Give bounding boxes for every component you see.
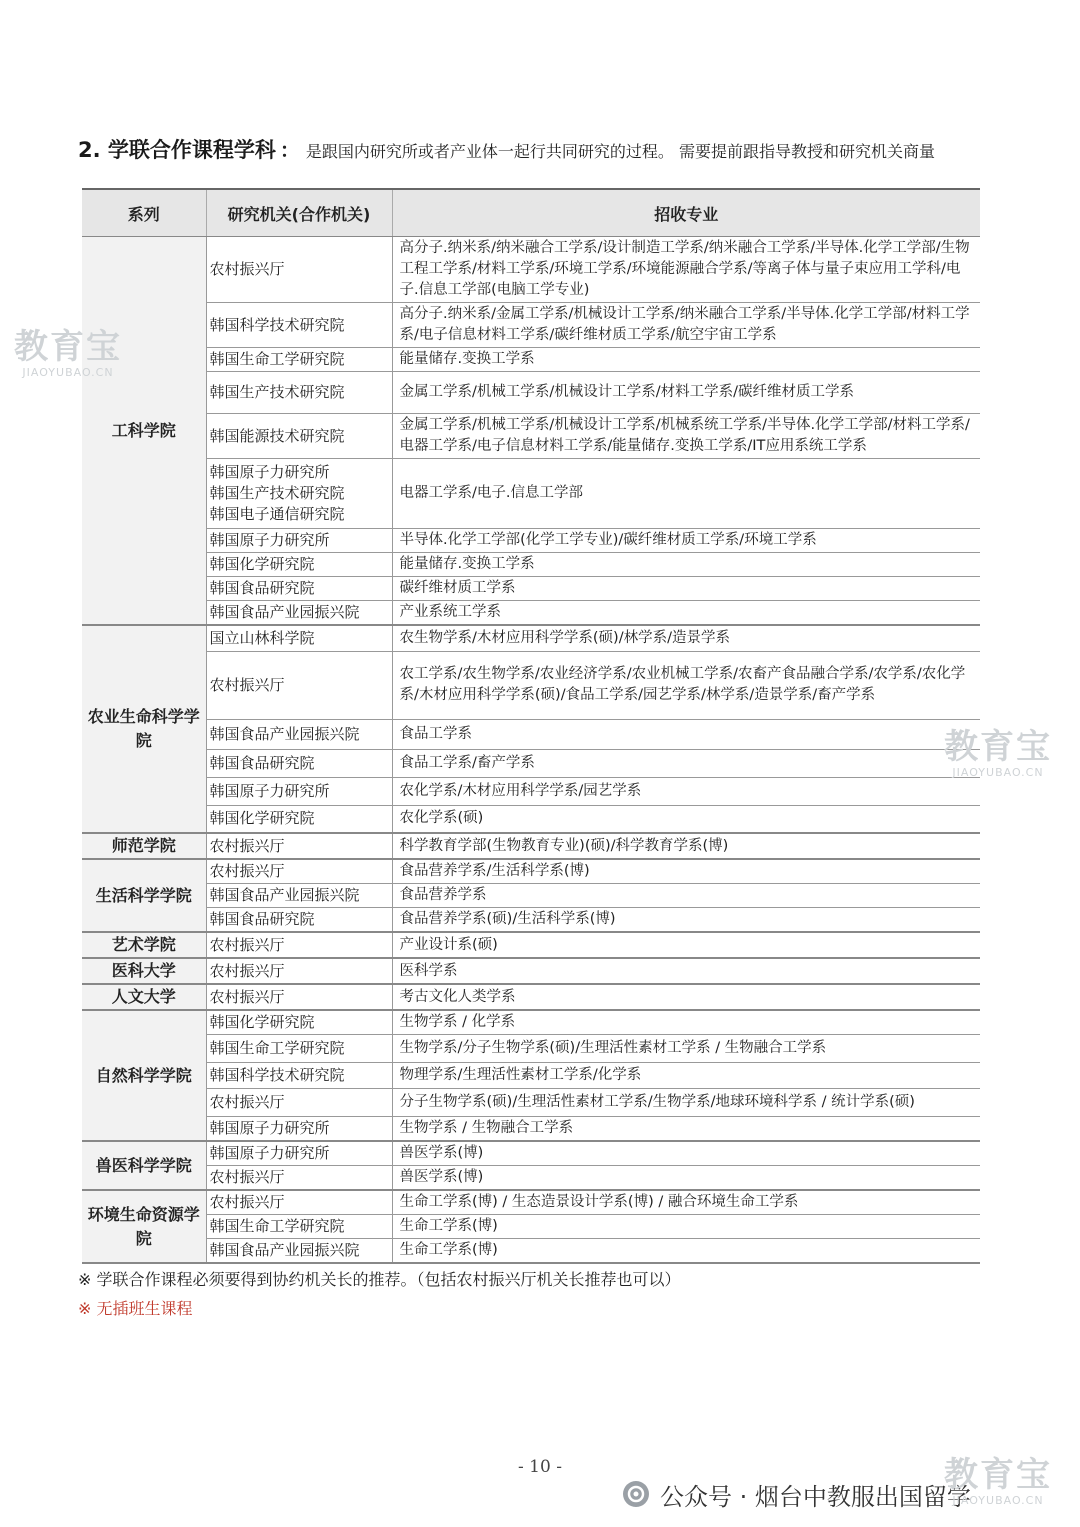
- major-cell: 半导体.化学工学部(化学工学专业)/碳纤维材质工学系/环境工学系: [392, 529, 980, 553]
- table-row: [82, 1063, 980, 1089]
- section-description: 是跟国内研究所或者产业体一起行共同研究的过程。 需要提前跟指导教授和研究机关商量: [305, 142, 935, 161]
- major-cell: 农生物学系/木材应用科学学系(硕)/林学系/造景学系: [392, 625, 980, 651]
- table-row: [82, 1166, 980, 1191]
- major-cell: 生命工学系(博) / 生态造景设计学系(博) / 融合环境生命工学系: [392, 1190, 980, 1215]
- table-row: [82, 348, 980, 372]
- major-cell: 高分子.纳米系/纳米融合工学系/设计制造工学系/纳米融合工学系/半导体.化学工学部/生物工程工学系/材料工学系/环境工学系/环境能源融合学系/等离子体与量子束应用工学科/电子.信息工学部(电脑工学专业): [392, 237, 980, 303]
- note-no-transfer: ※ 无插班生课程: [78, 1299, 193, 1318]
- major-cell: 食品营养学系: [392, 884, 980, 908]
- institution-cell: [206, 805, 392, 833]
- table-row: [82, 958, 980, 984]
- dept-cell: 人文大学: [82, 984, 206, 1010]
- institution-cell: [206, 1166, 392, 1191]
- table-row: [82, 1117, 980, 1142]
- table-row: [82, 529, 980, 553]
- table-row: [82, 625, 980, 651]
- dept-cell: 医科大学: [82, 958, 206, 984]
- major-cell: 生物学系/分子生物学系(硕)/生理活性素材工学系 / 生物融合工学系: [392, 1035, 980, 1063]
- institution-name: 韩国科学技术研究院: [209, 315, 345, 334]
- institution-cell: [206, 414, 392, 459]
- institution-name: 农村振兴厅: [209, 836, 285, 855]
- institution-name: 农村振兴厅: [209, 1093, 285, 1111]
- institution-name: 农村振兴厅: [209, 1168, 285, 1186]
- dept-cell: 师范学院: [82, 833, 206, 859]
- institution-cell: [206, 625, 392, 651]
- major-cell: 电器工学系/电子.信息工学部: [392, 459, 980, 529]
- major-cell: 食品工学系/畜产学系: [392, 749, 980, 777]
- dept-cell: 环境生命资源学院: [82, 1190, 206, 1263]
- institution-cell: [206, 958, 392, 984]
- institution-name: 韩国原子力研究所: [209, 531, 330, 549]
- institution-cell: [206, 237, 392, 303]
- table-row: [82, 932, 980, 958]
- institution-cell: [206, 601, 392, 626]
- institution-cell: [206, 749, 392, 777]
- table-row: [82, 859, 980, 884]
- institution-cell: [206, 884, 392, 908]
- institution-name: 韩国电子通信研究院: [209, 505, 345, 523]
- institution-name: 农村振兴厅: [209, 961, 285, 980]
- institution-cell: [206, 651, 392, 719]
- institution-name: 农村振兴厅: [209, 1193, 285, 1211]
- institution-cell: [206, 719, 392, 749]
- institution-cell: [206, 859, 392, 884]
- table-row: [82, 237, 980, 303]
- section-title: 2. 学联合作课程学科: [78, 138, 276, 162]
- institution-cell: [206, 833, 392, 859]
- institution-name: 韩国生命工学研究院: [209, 350, 345, 368]
- major-cell: 生物学系 / 生物融合工学系: [392, 1117, 980, 1142]
- institution-name: 韩国生产技术研究院: [209, 484, 345, 502]
- institution-name: 韩国食品研究院: [209, 579, 315, 597]
- major-cell: 农化学系(硕): [392, 805, 980, 833]
- institution-name: 韩国食品产业园振兴院: [209, 886, 360, 904]
- wechat-icon: [622, 1480, 650, 1508]
- institution-name: 韩国食品研究院: [209, 753, 315, 772]
- header-institution: 研究机关(合作机关): [206, 189, 392, 237]
- major-cell: 物理学系/生理活性素材工学系/化学系: [392, 1063, 980, 1089]
- major-cell: 兽医学系(博): [392, 1141, 980, 1166]
- institution-name: 韩国原子力研究所: [209, 463, 330, 481]
- major-cell: 农工学系/农生物学系/农业经济学系/农业机械工学系/农畜产食品融合学系/农学系/农化学系/木材应用科学学系(硕)/食品工学系/园艺学系/林学系/造景学系/畜产学系: [392, 651, 980, 719]
- institution-cell: [206, 1190, 392, 1215]
- table-row: [82, 984, 980, 1010]
- table-row: [82, 833, 980, 859]
- dept-cell: 工科学院: [82, 237, 206, 626]
- table-row: [82, 1035, 980, 1063]
- major-cell: 生物学系 / 化学系: [392, 1010, 980, 1035]
- table-row: [82, 459, 980, 529]
- table-row: [82, 601, 980, 626]
- page-number: - 10 -: [518, 1457, 562, 1477]
- institution-cell: [206, 1089, 392, 1117]
- table-row: [82, 1215, 980, 1239]
- institution-name: 韩国原子力研究所: [209, 1144, 330, 1162]
- institution-cell: [206, 553, 392, 577]
- major-cell: 农化学系/木材应用科学学系/园艺学系: [392, 777, 980, 805]
- major-cell: 考古文化人类学系: [392, 984, 980, 1010]
- institution-cell: [206, 1239, 392, 1264]
- major-cell: 金属工学系/机械工学系/机械设计工学系/材料工学系/碳纤维材质工学系: [392, 372, 980, 414]
- major-cell: 分子生物学系(硕)/生理活性素材工学系/生物学系/地球环境科学系 / 统计学系(硕): [392, 1089, 980, 1117]
- institution-name: 韩国食品产业园振兴院: [209, 724, 360, 743]
- institution-cell: [206, 348, 392, 372]
- major-cell: 生命工学系(博): [392, 1239, 980, 1264]
- institution-cell: [206, 932, 392, 958]
- major-cell: 产业系统工学系: [392, 601, 980, 626]
- heading-colon: ：: [279, 138, 300, 162]
- program-table: [82, 188, 980, 1264]
- header-major: 招收专业: [392, 189, 980, 237]
- institution-cell: [206, 1010, 392, 1035]
- institution-name: 韩国食品产业园振兴院: [209, 1241, 360, 1259]
- institution-name: 农村振兴厅: [209, 675, 285, 694]
- major-cell: 能量储存.变换工学系: [392, 348, 980, 372]
- dept-cell: 兽医科学学院: [82, 1141, 206, 1190]
- table-row: [82, 651, 980, 719]
- major-cell: 能量储存.变换工学系: [392, 553, 980, 577]
- table-row: [82, 1141, 980, 1166]
- table-row: [82, 777, 980, 805]
- major-cell: 碳纤维材质工学系: [392, 577, 980, 601]
- major-cell: 金属工学系/机械工学系/机械设计工学系/机械系统工学系/半导体.化学工学部/材料工学系/电器工学系/电子信息材料工学系/能量储存.变换工学系/IT应用系统工学系: [392, 414, 980, 459]
- institution-cell: [206, 577, 392, 601]
- institution-name: 国立山林科学院: [209, 628, 315, 647]
- institution-name: 韩国生命工学研究院: [209, 1039, 345, 1057]
- watermark-logo-left: 教育宝 JIAOYUBAO.CN: [14, 327, 122, 379]
- institution-cell: [206, 303, 392, 348]
- table-row: [82, 1089, 980, 1117]
- institution-cell: [206, 1141, 392, 1166]
- institution-cell: [206, 1215, 392, 1239]
- institution-name: 农村振兴厅: [209, 987, 285, 1006]
- institution-name: 韩国原子力研究所: [209, 781, 330, 800]
- wechat-watermark: [622, 1476, 971, 1512]
- institution-name: 韩国生产技术研究院: [209, 383, 345, 401]
- institution-cell: [206, 372, 392, 414]
- institution-cell: [206, 459, 392, 529]
- table-row: [82, 884, 980, 908]
- table-row: [82, 749, 980, 777]
- institution-cell: [206, 529, 392, 553]
- watermark-logo-right: 教育宝 JIAOYUBAO.CN: [944, 727, 1052, 779]
- header-dept: 系列: [82, 189, 206, 237]
- table-row: [82, 1010, 980, 1035]
- table-row: [82, 805, 980, 833]
- major-cell: 医科学系: [392, 958, 980, 984]
- table-row: [82, 719, 980, 749]
- institution-name: 农村振兴厅: [209, 935, 285, 954]
- institution-name: 韩国化学研究院: [209, 809, 315, 828]
- table-row: [82, 414, 980, 459]
- institution-cell: [206, 777, 392, 805]
- table-row: [82, 372, 980, 414]
- institution-cell: [206, 1063, 392, 1089]
- institution-name: 韩国食品产业园振兴院: [209, 603, 360, 621]
- institution-cell: [206, 1117, 392, 1142]
- institution-cell: [206, 1035, 392, 1063]
- institution-name: 韩国原子力研究所: [209, 1119, 330, 1137]
- institution-name: 韩国能源技术研究院: [209, 426, 345, 445]
- major-cell: 高分子.纳米系/金属工学系/机械设计工学系/纳米融合工学系/半导体.化学工学部/材料工学系/电子信息材料工学系/碳纤维材质工学系/航空宇宙工学系: [392, 303, 980, 348]
- table-body: [82, 237, 980, 1264]
- major-cell: 生命工学系(博): [392, 1215, 980, 1239]
- wechat-label: 公众号 · 烟台中教服出国留学: [660, 1482, 971, 1511]
- institution-cell: [206, 984, 392, 1010]
- table-row: [82, 577, 980, 601]
- watermark-logo-bottom: 教育宝 JIAOYUBAO.CN: [944, 1455, 1052, 1507]
- institution-name: 农村振兴厅: [209, 862, 285, 880]
- table-row: [82, 553, 980, 577]
- table-row: [82, 303, 980, 348]
- major-cell: 产业设计系(硕): [392, 932, 980, 958]
- major-cell: 兽医学系(博): [392, 1166, 980, 1191]
- institution-name: 韩国食品研究院: [209, 910, 315, 928]
- institution-name: 韩国科学技术研究院: [209, 1066, 345, 1084]
- institution-name: 韩国化学研究院: [209, 1013, 315, 1031]
- table-row: [82, 1239, 980, 1264]
- major-cell: 食品工学系: [392, 719, 980, 749]
- table-header-row: [82, 189, 980, 237]
- note-recommendation: ※ 学联合作课程必须要得到协约机关长的推荐。（包括农村振兴厅机关长推荐也可以）: [78, 1270, 681, 1289]
- major-cell: 食品营养学系/生活科学系(博): [392, 859, 980, 884]
- dept-cell: 自然科学学院: [82, 1010, 206, 1141]
- table-row: [82, 1190, 980, 1215]
- major-cell: 科学教育学部(生物教育专业)(硕)/科学教育学系(博): [392, 833, 980, 859]
- institution-name: 韩国化学研究院: [209, 555, 315, 573]
- dept-cell: 农业生命科学学院: [82, 625, 206, 833]
- institution-name: 韩国生命工学研究院: [209, 1217, 345, 1235]
- table-row: [82, 908, 980, 933]
- institution-name: 农村振兴厅: [209, 260, 285, 278]
- major-cell: 食品营养学系(硕)/生活科学系(博): [392, 908, 980, 933]
- section-heading: [78, 134, 1038, 164]
- institution-cell: [206, 908, 392, 933]
- dept-cell: 艺术学院: [82, 932, 206, 958]
- dept-cell: 生活科学学院: [82, 859, 206, 932]
